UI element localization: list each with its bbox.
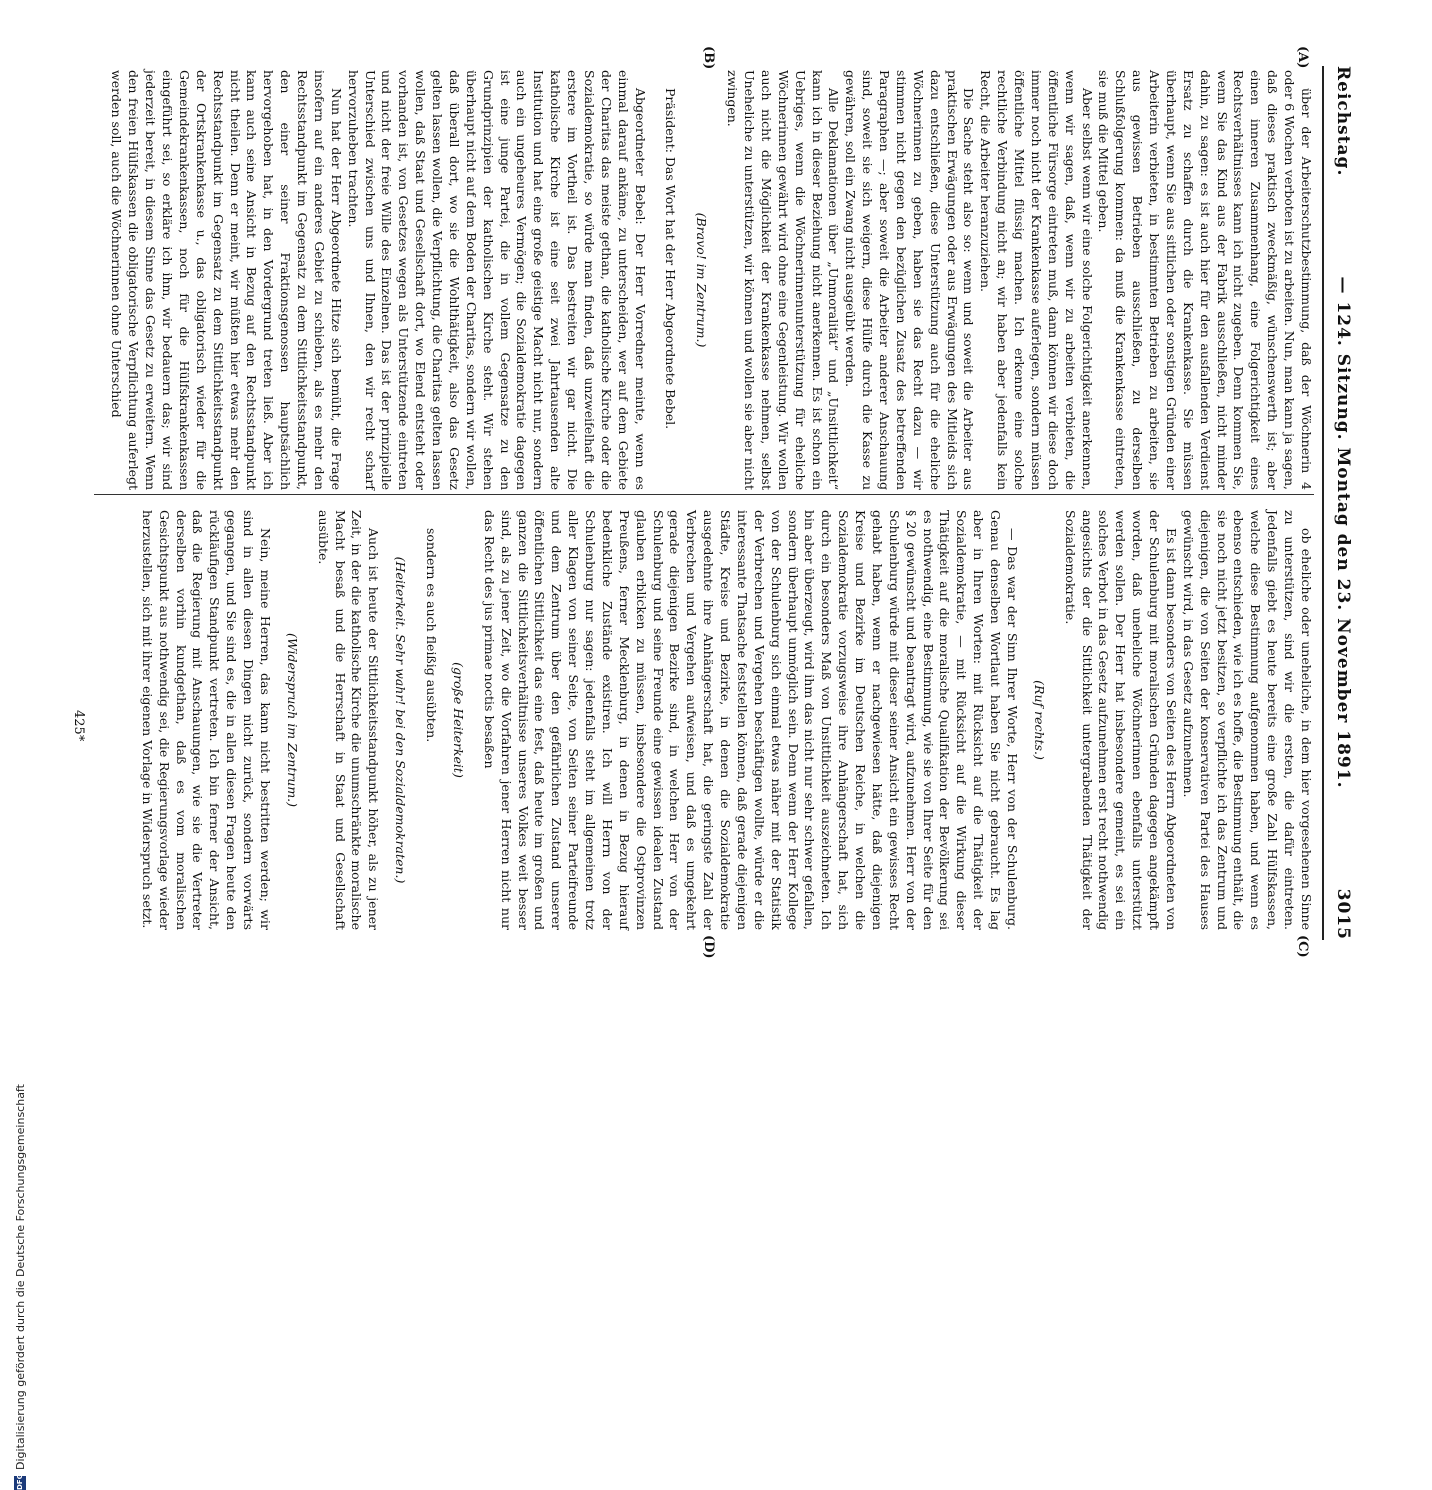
left-paragraph: Abgeordneter Bebel: Der Herr Vorredner meinte, wenn es einmal darauf ankäme, zu unterscheiden, wer auf dem Gebiete der Charitas das meiste gethan, die katholische Kirche oder die Sozialdemokratie, so würde man finden, daß unzweifelhaft die erstere im Vortheil ist. Das bestreiten wir gar nicht. Die katholische Kirche ist eine seit zwei Jahrtausenden alte Institution und hat eine große geistige Macht nicht nur, sondern auch ein ungeheures Vermögen; die Sozialdemokratie dagegen ist eine junge Partei, die in vollem Gegensatze zu den Grundprinzipien der katholischen Kirche steht. Wir stehen überhaupt nicht auf dem Boden der Charitas, sondern wir wollen, daß überall dort, wo sie die Wohlthätigkeit, also das Gesetz gelten lassen wollen, die Verpflichtung, die Charitas gelten lassen wollen, daß Staat und Gesellschaft dort, wo Elend entsteht oder vorhanden ist, von Gesetzes wegen als Unterstützende eintreten und nicht der freie Wille des Einzelnen. Das ist der prinzipielle Unterschied zwischen uns und Ihnen, den wir recht scharf hervorzuheben trachten. bbox=[345, 70, 648, 490]
right-paragraph: (Ruf rechts.) bbox=[1031, 680, 1047, 760]
bottom-page-number: 425* bbox=[71, 710, 86, 742]
left-column bbox=[94, 70, 1314, 490]
digitization-footer bbox=[10, 490, 30, 1490]
left-paragraph: Nun hat der Herr Abgeordnete Hitze sich bemüht, die Frage insofern auf ein anderes Gebiet zu schieben, als es mehr den Rechtsstandpunkt im Gegensatz zu dem Sittlichkeitsstandpunkt, den einer seiner Fraktionsgenossen hauptsächlich hervorgehoben hat, in den Vordergrund treten ließ. Aber ich kann auch seine Ansicht in Bezug auf den Rechtsstandpunkt nicht theilen. Denn er meint, wir müßten hier etwas mehr den Rechtsstandpunkt im Gegensatz zu dem Sittlichkeitsstandpunkt der Ortskrankenkasse u., das obligatorisch wieder für die Gemeindekrankenkassen, noch für die Hülfskrankenkassen eingeführt sei, so erkläre ich ihm, wir bedauern das; wir sind jederzeit bereit, in diesem Sinne das Gesetz zu erweitern. Wenn den freien Hülfskassen die obligatorische Verpflichtung auferlegt werden soll, auch die Wöchnerinnen ohne Unterschied bbox=[109, 70, 344, 490]
footer-text: Digitalisierung gefördert durch die Deutsche Forschungsgemeinschaft bbox=[13, 1084, 27, 1470]
right-paragraph: Auch ist heute der Sittlichkeitsstandpunkt höher, als zu jener Zeit, in der die katholische Kirche die unumschränkte moralische Macht besaß und die Herrschaft in Staat und Gesellschaft ausübte. bbox=[315, 510, 382, 930]
page-header bbox=[1328, 66, 1358, 940]
margin-marker-c: (C) bbox=[1295, 935, 1310, 958]
right-paragraph: Nein, meine Herren, das kann nicht bestritten werden; wir sind in allen diesen Dingen nicht zurück, sondern vorwärts gegangen, und Sie sind es, die in allen diesen Fragen heute den rückläufigen Standpunkt vertreten. Ich bin ferner der Ansicht, daß die Regierung mit Anschauungen, wie sie die Vertreter derselben vorhin kundgethan, daß es vom moralischen Gesichtspunkt aus nothwendig sei, die Regierungsvorlage wieder herzustellen, sich mit ihrer eigenen Vorlage in Widerspruch setzt. bbox=[139, 510, 273, 930]
left-paragraph: Präsident: Das Wort hat der Herr Abgeordnete Bebel. bbox=[663, 88, 679, 430]
right-column bbox=[94, 510, 1314, 930]
page-number: 3015 bbox=[1333, 888, 1353, 940]
right-paragraph: — Das war der Sinn Ihrer Worte, Herr von der Schulenburg. Genau denselben Wortlaut haben Sie nicht gebraucht. Es lag aber in Ihren Worten: mit Rücksicht auf die Thätigkeit der Sozialdemokratie, — mit Rücksicht auf die Wirkung dieser Thätigkeit auf die moralische Qualifikation der Bevölkerung sei es nothwendig, eine Bestimmung, wie sie von Ihrer Seite für den § 20 gewünscht und beantragt wird, aufzunehmen. Herr von der Schulenburg würde mit dieser seiner Ansicht ein gewisses Recht gehabt haben, wenn er nachgewiesen hätte, daß diejenigen Kreise und Bezirke im Deutschen Reiche, in welchen die Sozialdemokratie vorzugsweise ihre Anhängerschaft hat, sich durch ein besonders Maß von Unsittlichkeit auszeichneten. Ich bin aber überzeugt, wird ihm das nicht nur sehr schwer gefallen, sondern überhaupt unmöglich sein. Denn wenn der Herr Kollege von der Schulenburg sich einmal etwas näher mit der Statistik der Verbrechen und Vergehen beschäftigen wollte, würde er die interessante Thatsache feststellen können, daß gerade diejenigen Städte, Kreise und Bezirke, in denen die Sozialdemokratie ausgedehnte ihre Anhängerschaft hat, die geringste Zahl der Verbrechen und Vergehen aufweisen, und daß es umgekehrt gerade diejenigen Bezirke sind, in welchen Herr von der Schulenburg und seine Freunde eine gewissen idealen Zustand glauben erblicken zu müssen, insbesondere die Ostprovinzen Preußens, ferner Mecklenburg, in denen in Bezug hierauf bedenkliche Zustände existiren. Ich will Herrn von der Schulenburg nur sagen: jedenfalls steht im allgemeinen trotz aller Klagen von seiner Seite, von Seiten seiner Parteifreunde und dem Zentrum über den gefährlichen Zustand unserer öffentlichen Sittlichkeit das eine fest, daß heute im großen und ganzen die Sittlichkeitsverhältnisse unseres Volkes weit besser sind, als zu jener Zeit, wo die Vorfahren jener Herren nicht nur das Recht des jus primae noctis besaßen bbox=[481, 510, 1020, 930]
right-paragraph: (Widerspruch im Zentrum.) bbox=[284, 632, 300, 808]
left-paragraph: Aber selbst wenn wir eine solche Folgerichtigkeit anerkennen, wenn wir sagen, daß, wenn wir zu arbeiten verbieten, die öffentliche Fürsorge eintreten muß, dann können wir diese doch immer noch nicht der Krankenkasse auferlegen, sondern müssen öffentliche Mittel flüssig machen. Ich erkenne eine solche rechtliche Verbindung nicht an; wir haben aber jedenfalls kein Recht, die Arbeiter heranzuziehen. bbox=[978, 70, 1095, 490]
header-title: — 124. Sitzung. Montag den 23. November 1891. bbox=[1333, 276, 1353, 789]
header-left: Reichstag. bbox=[1333, 66, 1353, 177]
margin-marker-a: (A) bbox=[1295, 46, 1310, 69]
column-divider bbox=[94, 494, 1314, 495]
document-page bbox=[56, 30, 1376, 970]
right-paragraph: (Heiterkeit. Sehr wahr! bei den Sozialdemokraten.) bbox=[393, 556, 409, 884]
left-paragraph: Alle Deklamationen über „Unmoralität“ und „Unsittlichkeit“ kann ich in dieser Beziehung nicht anerkennen. Es ist schon ein Uebriges, wenn die Wöchnerinnenunterstützung für eheliche Wöchnerinnen gewährt wird ohne eine Gegenleistung. Wir wollen auch nicht die Möglichkeit der Krankenkasse nehmen, selbst Uneheliche zu unterstützen, wir können und wollen sie aber nicht zwingen. bbox=[725, 70, 842, 490]
left-paragraph: über der Arbeiterschutzbestimmung, daß der Wöchnerin 4 oder 6 Wochen verboten ist zu arbeiten. Nun, man kann ja sagen, daß dieses praktisch zweckmäßig, wünschenswerth ist; aber einen inneren Zusammenhang, eine Folgerichtigkeit eines Rechtsverhältnisses kann ich nicht zugeben. Denn kommen Sie, wenn Sie das Kind aus der Fabrik ausschließen, nicht minder dahin, zu sagen: es ist auch hier für den ausfallenden Verdienst Ersatz zu schaffen durch die Krankenkasse. Sie müssen überhaupt, wenn Sie aus sittlichen oder sonstigen Gründen einer Arbeiterin verbieten, in bestimmten Betrieben zu arbeiten, sie aus gewissen Betrieben ausschließen, zu derselben Schlußfolgerung kommen: da muß die Krankenkasse eintreten, sie muß die Mittel geben. bbox=[1096, 70, 1314, 490]
header-rule bbox=[1322, 66, 1324, 940]
right-paragraph: (große Heiterkeit) bbox=[451, 662, 466, 778]
left-paragraph: (Bravo! im Zentrum.) bbox=[694, 212, 710, 348]
dfg-logo-icon: DFG bbox=[16, 1473, 24, 1490]
margin-marker-d: (D) bbox=[701, 935, 716, 959]
right-paragraph: ob eheliche oder uneheliche, in dem hier vorgesehenen Sinne zu unterstützen, sind wir die ersten, die dafür eintreten. Jedenfalls giebt es heute bereits eine große Zahl Hülfskassen, welche diese Bestimmung aufgenommen haben, und wenn es ebenso entschieden, wie ich es hoffe, die Bestimmung enthält, die sie noch nicht jetzt besitzen, so verpflichte ich das Zentrum und diejenigen, die von Seiten der konservativen Partei des Hauses gewünscht wird, in das Gesetz aufzunehmen. bbox=[1180, 510, 1314, 930]
margin-marker-b: (B) bbox=[701, 46, 716, 70]
right-paragraph: sondern es auch fleißig ausübten. bbox=[424, 528, 440, 743]
right-paragraph: Es ist dann besonders von Seiten des Herrn Abgeordneten von der Schulenburg mit moralischen Gründen dagegen angekämpft worden, daß uneheliche Wöchnerinnen ebenfalls unterstützt werden sollen. Der Herr hat insbesondere gemeint, es sei ein solches Verbot in das Gesetz aufzunehmen erst recht nothwendig angesichts der die Sittlichkeit untergrabenden Thätigkeit der Sozialdemokratie. bbox=[1062, 510, 1179, 930]
left-paragraph: Die Sache steht also so: wenn und soweit die Arbeiter aus praktischen Erwägungen oder aus Erwägungen des Mitleids sich dazu entschließen, diese Unterstützung auch für die eheliche Wöchnerinnen zu geben, haben sie das Recht dazu — wir stimmen nicht gegen den bezüglichen Zusatz des betreffenden Paragraphen —; aber soweit die Arbeiter anderer Anschauung sind, soweit sie sich weigern, diese Hülfe durch die Kasse zu gewähren, soll ein Zwang nicht ausgeübt werden. bbox=[843, 70, 977, 490]
